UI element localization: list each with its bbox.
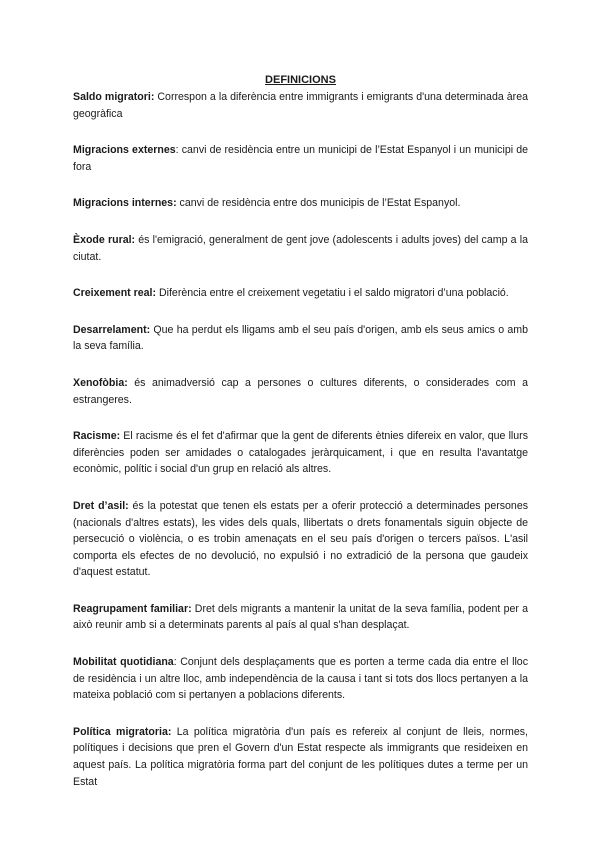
definition-term: Migracions externes (73, 144, 176, 157)
definition-term: Saldo migratori: (73, 91, 155, 103)
definition-term: Migracions internes: (73, 197, 177, 210)
definition-racisme (73, 428, 528, 478)
definition-mobilitat-quotidiana (73, 654, 528, 704)
definition-desarrelament (73, 322, 528, 355)
definition-term: Èxode rural: (73, 233, 136, 246)
page-title: DEFINICIONS (265, 74, 336, 86)
definition-text: El racisme és el fet d'afirmar que la gent de diferents ètnies difereix en valor, que llurs diferències poden ser amidades o catalogades jeràrquicament, i que en resulta l'avantatge econòmic, polític i social d'un grup en relació als altres. (73, 430, 528, 476)
definition-reagrupament-familiar (73, 601, 528, 634)
definition-migracions-internes (73, 195, 528, 212)
definition-term: Xenofòbia: (73, 376, 128, 389)
definition-text: La política migratòria d'un país es refereix al conjunt de lleis, normes, polítiques i decisions que pren el Govern d'un Estat respecte als immigrants que resideixen en aquest país. La política migratòria forma part del conjunt de les polítiques dutes a terme per un Estat (73, 725, 528, 788)
definition-term: Dret d’asil: (73, 499, 129, 512)
definition-saldo-migratori (73, 89, 528, 122)
definition-text: Correspon a la diferència entre immigrants i emigrants d'una determinada àrea geogràfica (73, 91, 528, 120)
definition-xenofobia (73, 375, 528, 408)
definition-term: Política migratoria: (73, 725, 172, 738)
definition-text: canvi de residència entre dos municipis de l’Estat Espanyol. (176, 197, 461, 210)
definition-text: : canvi de residència entre un municipi de l’Estat Espanyol i un municipi de fora (73, 144, 528, 173)
definition-creixement-real (73, 285, 528, 302)
definition-text: : Conjunt dels desplaçaments que es porten a terme cada dia entre el lloc de residència i un altre lloc, amb independència de la causa i tant si tots dos llocs pertanyen a la mateixa població com si pertanyen a poblacions diferents. (73, 656, 528, 702)
definition-term: Creixement real: (73, 287, 157, 300)
definition-term: Desarrelament: (73, 323, 151, 336)
definition-text: Dret dels migrants a mantenir la unitat de la seva família, podent per a això reunir amb si a determinats parents al país al qual s'han desplaçat. (73, 602, 528, 632)
definition-dret-asil (73, 498, 528, 581)
definition-text: Diferència entre el creixement vegetatiu i el saldo migratori d’una població. (156, 287, 509, 300)
definition-politica-migratoria (73, 724, 528, 790)
definition-text: és la potestat que tenen els estats per a oferir protecció a determinades persones (nacionals d'altres estats), les vides dels quals, llibertats o drets fonamentals siguin objecte de persecució o violència, o es trobin amenaçats en el seu país d'origen o tercers països. L'asil comporta els efectes de no devolució, no expulsió i no extradició de la persona que gaudeix d'aquest estatut. (73, 499, 529, 579)
definition-text: és l'emigració, generalment de gent jove (adolescents i adults joves) del camp a la ciutat. (73, 233, 528, 263)
definition-term: Mobilitat quotidiana (73, 656, 174, 669)
definition-migracions-externes (73, 142, 528, 175)
definition-term: Racisme: (73, 430, 121, 443)
definition-text: és animadversió cap a persones o cultures diferents, o considerades com a estrangeres. (73, 376, 528, 406)
document-page (73, 72, 528, 810)
definition-exode-rural (73, 232, 528, 265)
definition-term: Reagrupament familiar: (73, 602, 192, 615)
definition-text: Que ha perdut els lligams amb el seu país d'origen, amb els seus amics o amb la seva família. (73, 323, 528, 353)
